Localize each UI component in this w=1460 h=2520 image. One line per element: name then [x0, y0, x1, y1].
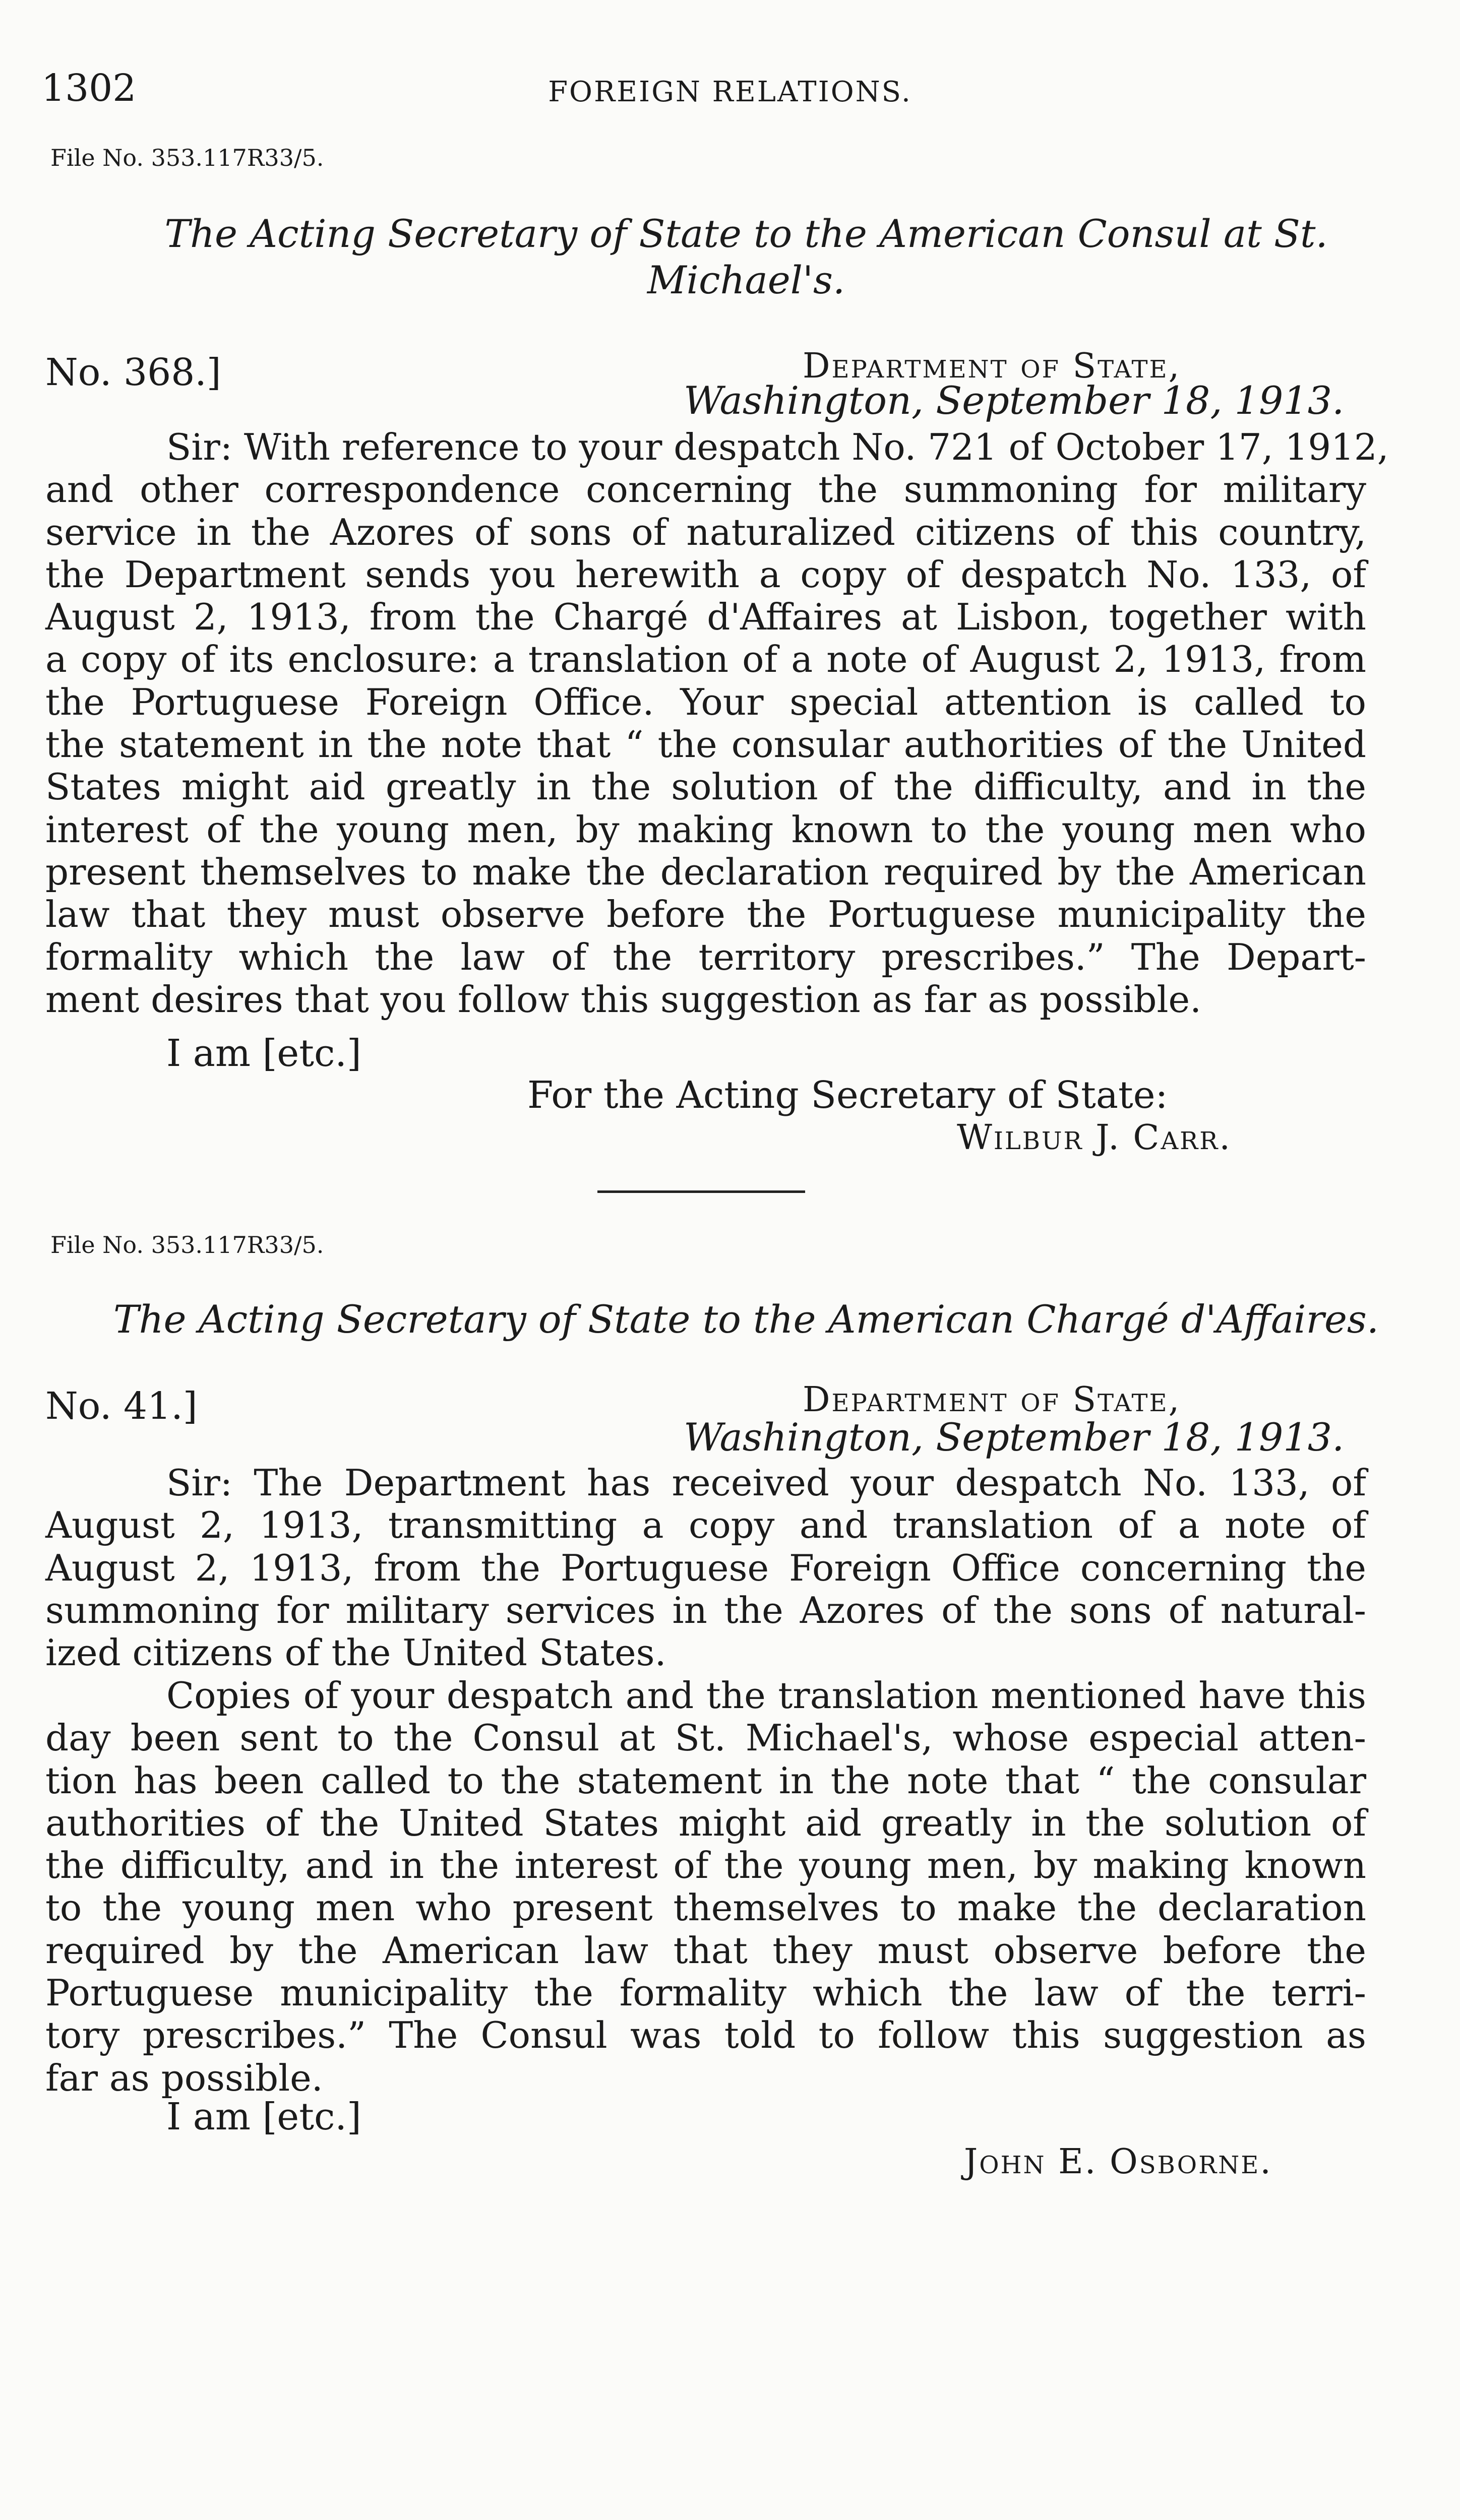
doc1-signature: Wilbur J. Carr.	[957, 1118, 1232, 1158]
doc2-para2-line: tion has been called to the statement in the note that “ the consular	[45, 1759, 1366, 1802]
doc1-body-line: August 2, 1913, from the Chargé d'Affaires at Lisbon, together with	[45, 596, 1366, 639]
doc2-paragraph-2	[45, 1674, 1366, 2099]
doc1-body-line: interest of the young men, by making known to the young men who	[45, 808, 1366, 851]
doc2-para2-line: day been sent to the Consul at St. Michael's, whose especial atten-	[45, 1717, 1366, 1759]
doc2-para2-line: tory prescribes.” The Consul was told to follow this suggestion as	[45, 2014, 1366, 2057]
doc1-body-line: law that they must observe before the Portuguese municipality the	[45, 893, 1366, 936]
doc2-department: Department of State,	[803, 1380, 1181, 1420]
doc2-paragraph-1	[45, 1462, 1366, 1674]
doc1-heading-line-1: The Acting Secretary of State to the American Consul at St.	[164, 211, 1328, 256]
doc2-dateline: Washington, September 18, 1913.	[684, 1415, 1345, 1460]
doc1-body-line: and other correspondence concerning the summoning for military	[45, 468, 1366, 511]
doc2-para1-line: Sir: The Department has received your despatch No. 133, of	[166, 1462, 1366, 1504]
doc1-body-line: a copy of its enclosure: a translation of a note of August 2, 1913, from	[45, 638, 1366, 681]
doc2-para1-line: August 2, 1913, from the Portuguese Foreign Office concerning the	[45, 1546, 1366, 1589]
doc2-heading: The Acting Secretary of State to the American Chargé d'Affaires.	[113, 1297, 1379, 1342]
doc1-file-number: File No. 353.117R33/5.	[50, 144, 324, 171]
doc2-para2-line: the difficulty, and in the interest of the young men, by making known	[45, 1844, 1366, 1887]
doc1-body-line: States might aid greatly in the solution of the difficulty, and in the	[45, 766, 1366, 808]
doc1-body-line: formality which the law of the territory prescribes.” The Depart-	[45, 935, 1366, 978]
doc1-body-line: present themselves to make the declaration required by the American	[45, 850, 1366, 893]
doc1-body-line: the Portuguese Foreign Office. Your special attention is called to	[45, 680, 1366, 723]
doc2-closing: I am [etc.]	[166, 2095, 361, 2138]
doc1-body-line: Sir: With reference to your despatch No. 721 of October 17, 1912,	[166, 426, 1389, 468]
doc2-para2-line: far as possible.	[45, 2056, 323, 2099]
doc2-para2-line: Copies of your despatch and the translation mentioned have this	[166, 1674, 1366, 1717]
doc1-body-line: the statement in the note that “ the consular authorities of the United	[45, 723, 1366, 766]
doc2-para1-line: ized citizens of the United States.	[45, 1631, 666, 1674]
doc1-body	[45, 426, 1389, 1021]
doc1-heading-line-2: Michael's.	[647, 258, 845, 302]
doc2-para2-line: Portuguese municipality the formality which the law of the terri-	[45, 1972, 1366, 2014]
doc2-para2-line: required by the American law that they must observe before the	[45, 1929, 1366, 1972]
running-title: FOREIGN RELATIONS.	[548, 76, 912, 108]
doc2-para1-line: August 2, 1913, transmitting a copy and translation of a note of	[45, 1504, 1366, 1547]
doc2-signature: John E. Osborne.	[964, 2142, 1272, 2182]
doc2-number: No. 41.]	[45, 1384, 198, 1428]
doc1-body-line: service in the Azores of sons of naturalized citizens of this country,	[45, 511, 1366, 553]
doc2-file-number: File No. 353.117R33/5.	[50, 1231, 324, 1258]
doc1-signature-prefix: For the Acting Secretary of State:	[527, 1074, 1168, 1117]
doc1-department: Department of State,	[803, 346, 1181, 386]
doc1-dateline: Washington, September 18, 1913.	[684, 378, 1345, 423]
doc1-closing: I am [etc.]	[166, 1032, 361, 1075]
doc2-para2-line: to the young men who present themselves to make the declaration	[45, 1886, 1366, 1929]
section-divider	[597, 1190, 805, 1193]
page-number: 1302	[41, 67, 137, 110]
doc1-body-line: ment desires that you follow this suggestion as far as possible.	[45, 978, 1202, 1021]
doc2-para1-line: summoning for military services in the Azores of the sons of natural-	[45, 1589, 1366, 1631]
doc1-heading	[101, 211, 1391, 303]
doc1-body-line: the Department sends you herewith a copy of despatch No. 133, of	[45, 553, 1366, 596]
doc2-para2-line: authorities of the United States might aid greatly in the solution of	[45, 1801, 1366, 1844]
doc1-number: No. 368.]	[45, 351, 221, 394]
